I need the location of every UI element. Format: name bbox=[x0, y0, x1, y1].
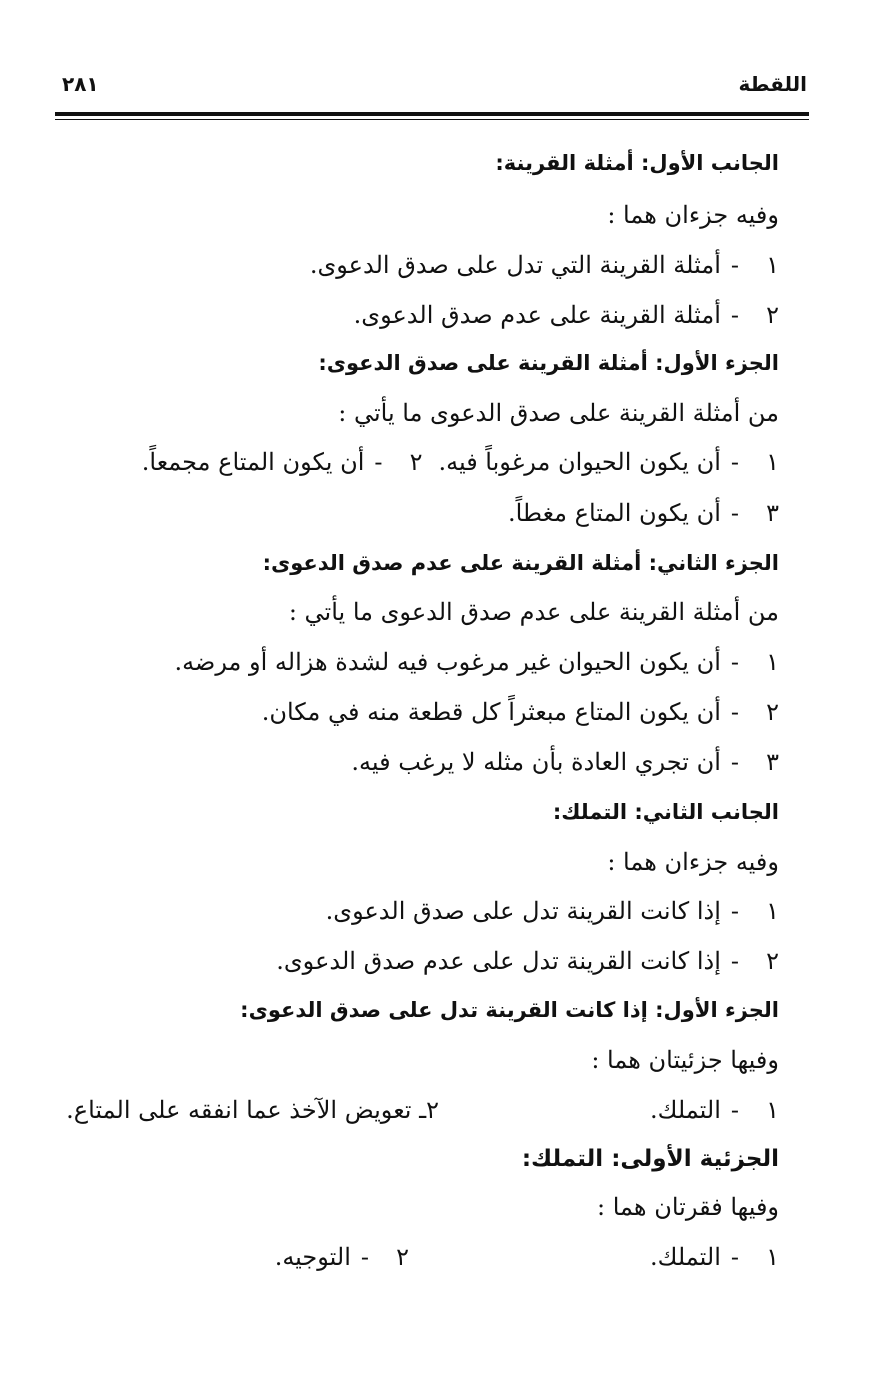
page-number: ٢٨١ bbox=[62, 72, 99, 96]
list-item: ١-إذا كانت القرينة تدل على صدق الدعوى. bbox=[325, 897, 779, 925]
paragraph: من أمثلة القرينة على عدم صدق الدعوى ما يأتي : bbox=[288, 598, 779, 626]
item-number: ٣ bbox=[766, 748, 779, 776]
item-number: ٢ bbox=[409, 448, 423, 476]
item-text: أن يكون المتاع مغطاً. bbox=[507, 499, 721, 527]
item-number: ٣ bbox=[766, 499, 779, 527]
list-item: ١-التملك. bbox=[649, 1096, 779, 1124]
list-item: ٣-أن يكون المتاع مغطاً. bbox=[507, 499, 779, 527]
list-item: ٢-إذا كانت القرينة تدل على عدم صدق الدعوى. bbox=[276, 947, 779, 975]
running-header-title: اللقطة bbox=[738, 72, 807, 96]
subpart-heading: الجزئية الأولى: التملك: bbox=[521, 1146, 779, 1172]
paragraph: وفيها فقرتان هما : bbox=[597, 1193, 779, 1221]
item-text: التملك. bbox=[649, 1243, 721, 1271]
list-item-second-column: ٢ـ تعويض الآخذ عما انفقه على المتاع. bbox=[66, 1096, 439, 1124]
item-number: ١ bbox=[766, 648, 779, 676]
list-item: ١-أمثلة القرينة التي تدل على صدق الدعوى. bbox=[309, 251, 779, 279]
item-number: ١ bbox=[766, 1096, 779, 1124]
item-text: إذا كانت القرينة تدل على صدق الدعوى. bbox=[325, 897, 721, 925]
item-text: أن يكون الحيوان مرغوباً فيه. bbox=[438, 448, 721, 476]
item-text: التملك. bbox=[649, 1096, 721, 1124]
paragraph: من أمثلة القرينة على صدق الدعوى ما يأتي : bbox=[338, 399, 779, 427]
item-text: إذا كانت القرينة تدل على عدم صدق الدعوى. bbox=[276, 947, 721, 975]
item-text: التوجيه. bbox=[274, 1243, 351, 1271]
part-heading: الجزء الأول: إذا كانت القرينة تدل على صدق الدعوى: bbox=[240, 998, 779, 1022]
item-text: أن يكون المتاع مجمعاً. bbox=[141, 448, 365, 476]
list-item-second-column: ٢-التوجيه. bbox=[274, 1243, 409, 1271]
list-item: ١-أن يكون الحيوان غير مرغوب فيه لشدة هزاله أو مرضه. bbox=[174, 648, 779, 676]
list-item: ٣-أن تجري العادة بأن مثله لا يرغب فيه. bbox=[351, 748, 779, 776]
paragraph: وفيه جزءان هما : bbox=[607, 201, 779, 229]
section-heading: الجانب الأول: أمثلة القرينة: bbox=[495, 151, 779, 175]
item-text: أمثلة القرينة على عدم صدق الدعوى. bbox=[353, 301, 721, 329]
list-item-pair: ١-أن يكون الحيوان مرغوباً فيه.٢-أن يكون المتاع مجمعاً. bbox=[141, 448, 779, 476]
item-number: ١ bbox=[766, 897, 779, 925]
item-number: ١ bbox=[766, 448, 779, 476]
header-rule-thick bbox=[55, 112, 809, 116]
part-heading: الجزء الثاني: أمثلة القرينة على عدم صدق الدعوى: bbox=[262, 551, 779, 575]
item-number: ٢ bbox=[396, 1243, 409, 1271]
list-item: ٢-أمثلة القرينة على عدم صدق الدعوى. bbox=[353, 301, 779, 329]
item-number: ٢ bbox=[766, 698, 779, 726]
item-text: أن تجري العادة بأن مثله لا يرغب فيه. bbox=[351, 748, 721, 776]
list-item: ١-التملك. bbox=[649, 1243, 779, 1271]
part-heading: الجزء الأول: أمثلة القرينة على صدق الدعوى: bbox=[318, 351, 779, 375]
item-number: ٢ bbox=[766, 947, 779, 975]
item-number: ١ bbox=[766, 251, 779, 279]
section-heading: الجانب الثاني: التملك: bbox=[552, 800, 779, 824]
item-text: أمثلة القرينة التي تدل على صدق الدعوى. bbox=[309, 251, 721, 279]
item-text: أن يكون المتاع مبعثراً كل قطعة منه في مكان. bbox=[261, 698, 721, 726]
item-number: ١ bbox=[766, 1243, 779, 1271]
list-item: ٢-أن يكون المتاع مبعثراً كل قطعة منه في مكان. bbox=[261, 698, 779, 726]
item-text: أن يكون الحيوان غير مرغوب فيه لشدة هزاله أو مرضه. bbox=[174, 648, 721, 676]
header-rule-thin bbox=[55, 119, 809, 120]
paragraph: وفيها جزئيتان هما : bbox=[591, 1046, 779, 1074]
paragraph: وفيه جزءان هما : bbox=[607, 848, 779, 876]
item-number: ٢ bbox=[766, 301, 779, 329]
